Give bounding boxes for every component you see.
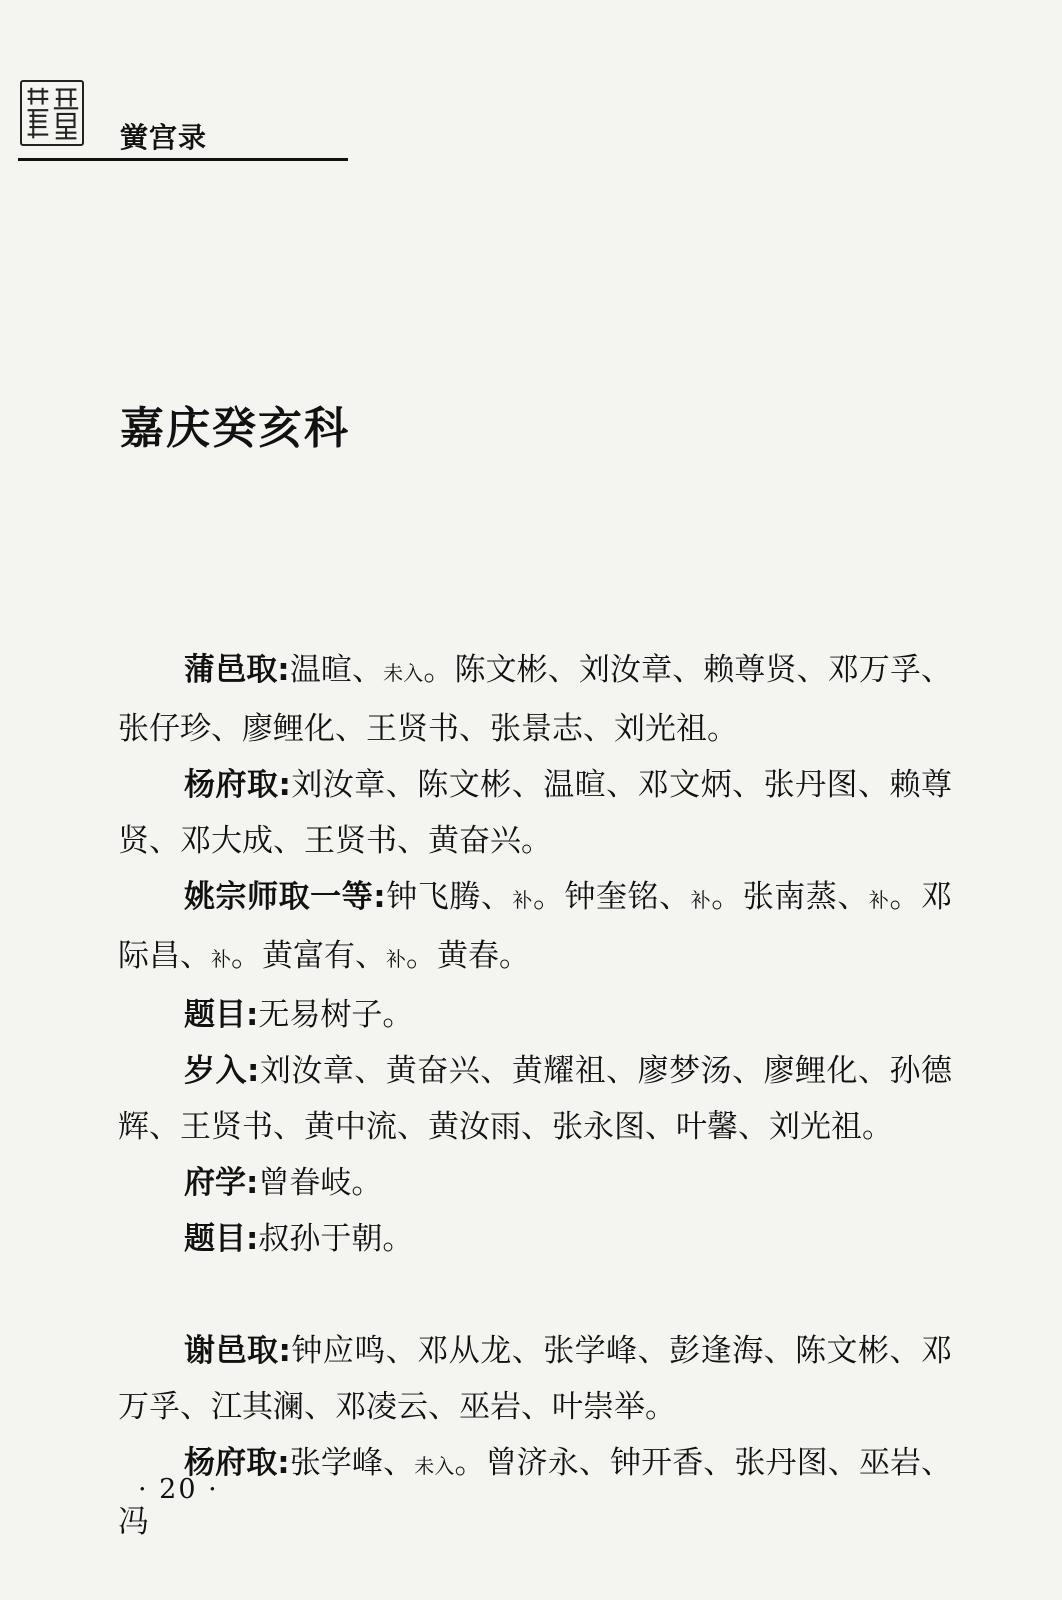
paragraph-label: 姚宗师取一等: <box>184 879 386 915</box>
paragraph-text: 。陈文彬、刘汝章、赖尊贤、邓万孚、张仔珍、廖鲤化、王贤书、张景志、刘光祖。 <box>118 652 953 747</box>
paragraph-label: 题目: <box>184 997 259 1033</box>
paragraph <box>118 1211 952 1267</box>
paragraph-text: 曾眷岐。 <box>258 1165 383 1201</box>
paragraph <box>118 869 952 987</box>
paragraph <box>118 1043 952 1155</box>
paragraph-label: 题目: <box>184 1221 259 1257</box>
paragraph-text: 刘汝章、陈文彬、温暄、邓文炳、张丹图、赖尊贤、邓大成、王贤书、黄奋兴。 <box>118 767 953 859</box>
paragraph-text: 钟飞腾、 <box>385 879 513 915</box>
inline-note: 补 <box>690 888 712 912</box>
page-number: · 20 · <box>138 1474 219 1505</box>
paragraph <box>118 1323 952 1435</box>
paragraph-text: 钟应鸣、邓从龙、张学峰、彭逢海、陈文彬、邓万孚、江其澜、邓凌云、巫岩、叶崇举。 <box>118 1333 953 1425</box>
paragraph <box>118 1435 952 1550</box>
paragraph-text: 。张南蒸、 <box>711 879 869 915</box>
paragraph-label: 府学: <box>184 1165 259 1201</box>
paragraph-text: 。黄富有、 <box>231 938 386 974</box>
inline-note: 未入 <box>383 661 424 685</box>
inline-note: 补 <box>512 888 533 912</box>
paragraph-text: 温暄、 <box>289 652 384 688</box>
paragraph <box>118 1155 952 1211</box>
paragraph-label: 杨府取: <box>184 767 291 803</box>
paragraph <box>118 757 952 869</box>
header-rule <box>18 158 348 161</box>
paragraph-text: 叔孙于朝。 <box>258 1221 414 1257</box>
body-text <box>118 642 952 1550</box>
paragraph-text: 。钟奎铭、 <box>532 879 691 915</box>
inline-note: 补 <box>211 947 231 971</box>
seal-glyph <box>22 82 82 144</box>
paragraph-text: 。曾济永、钟开香、张丹图、巫岩、冯 <box>118 1445 953 1540</box>
inline-note: 补 <box>386 947 406 971</box>
paragraph-label: 蒲邑取: <box>184 652 290 688</box>
paragraph-label: 岁入: <box>184 1053 260 1089</box>
inline-note: 未入 <box>414 1454 455 1478</box>
inline-note: 补 <box>868 888 890 912</box>
paragraph-text: 刘汝章、黄奋兴、黄耀祖、廖梦汤、廖鲤化、孙德辉、王贤书、黄中流、黄汝雨、张永图、叶馨、刘光祖。 <box>118 1053 953 1145</box>
paragraph-text: 。邓际昌、 <box>118 879 953 974</box>
section-title: 嘉庆癸亥科 <box>120 403 350 454</box>
running-head: 黉宫录 <box>120 121 208 154</box>
paragraph-text: 张学峰、 <box>289 1445 415 1481</box>
seal-icon <box>20 80 84 146</box>
paragraph <box>118 987 952 1043</box>
paragraph-label: 杨府取: <box>184 1445 290 1481</box>
paragraph-text: 。黄春。 <box>406 938 530 974</box>
paragraph-label: 谢邑取: <box>184 1333 291 1369</box>
paragraph <box>118 642 952 757</box>
paragraph-text: 无易树子。 <box>258 997 414 1033</box>
